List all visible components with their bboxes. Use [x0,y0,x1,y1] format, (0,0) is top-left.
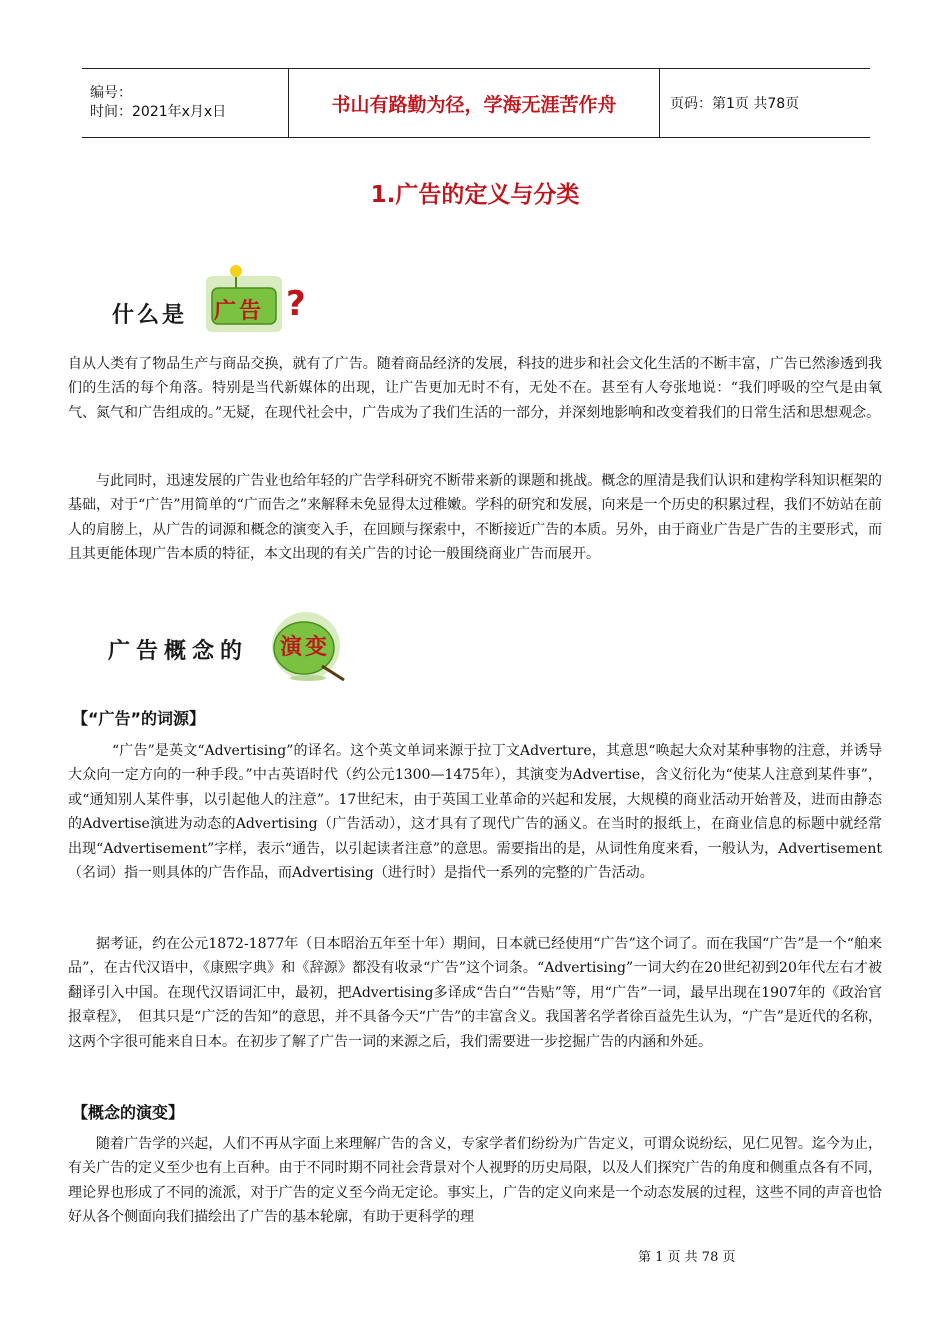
banner2-text-a: 广告概念的 [108,639,249,664]
header-time: 时间：2021年x月x日 [90,104,227,120]
concept-evolution-banner [108,606,358,684]
intro-paragraph-1: 自从人类有了物品生产与商品交换，就有了广告。随着商品经济的发展，科技的进步和社会文化生活的不断丰富，广告已然渗透到我们的生活的每个角落。特别是当代新媒体的出现，让广告更加无时不有，无处不在。甚至有人夸张地说：“我们呼吸的空气是由氧气、氮气和广告组成的。”无疑，在现代社会中，广告成为了我们生活的一部分，并深刻地影响和改变着我们的日常生活和思想观念。 [68,356,882,421]
banner2-text-b: 演变 [280,635,331,660]
section-heading-evolution: 【概念的演变】 [72,1103,185,1122]
header-page-info: 页码：第1页 共78页 [670,96,800,112]
page-footer: 第 1 页 共 78 页 [638,1250,736,1265]
page-header [82,68,870,138]
banner1-text-a: 什么是 [112,303,188,328]
intro-paragraph-2: 与此同时，迅速发展的广告业也给年轻的广告学科研究不断带来新的课题和挑战。概念的厘清是我们认识和建构学科知识框架的基础，对于“广告”用简单的“广而告之”来解释未免显得太过稚嫩。学科的研究和发展，向来是一个历史的积累过程，我们不妨站在前人的肩膀上，从广告的词源和概念的演变入手，在回顾与探索中，不断接近广告的本质。另外，由于商业广告是广告的主要形式，而且其更能体现广告本质的特征，本文出现的有关广告的讨论一般围绕商业广告而展开。 [68,473,882,563]
section-heading-etymology: 【“广告”的词源】 [72,709,206,728]
etymology-paragraph-2: 据考证，约在公元1872-1877年（日本昭治五年至十年）期间，日本就已经使用“广告”这个词了。而在我国“广告”是一个“舶来品”，在古代汉语中，《康熙字典》和《辞源》都没有收录“广告”这个词条。“Advertising”一词大约在20世纪初到20年代左右才被翻译引入中国。在现代汉语词汇中，最初，把Advertising多译成“告白”“告贴”等，用“广告”一词，最早出现在1907年的《政治官报章程》， 但其只是“广泛的告知”的意思，并不具备今天“广告”的丰富含义。我国著名学者徐百益先生认为，“广告”是近代的名称，这两个字很可能来自日本。在初步了解了广告一词的来源之后，我们需要进一步挖掘广告的内涵和外延。 [68,936,882,1050]
banner1-text-b: 广告 [214,299,265,324]
header-motto: 书山有路勤为径，学海无涯苦作舟 [288,69,660,137]
question-mark-icon: ? [286,284,309,324]
header-number: 编号： [90,85,132,101]
what-is-ad-banner [108,258,318,338]
document-title: 1.广告的定义与分类 [370,182,580,208]
etymology-paragraph-1: “广告”是英文“Advertising”的译名。这个英文单词来源于拉丁文Adverture，其意思“唤起大众对某种事物的注意，并诱导大众向一定方向的一种手段。”中古英语时代（约公元1300—1475年），其演变为Advertise，含义衍化为“使某人注意到某件事”，或“通知别人某件事，以引起他人的注意”。17世纪末，由于英国工业革命的兴起和发展，大规模的商业活动开始普及，进而由静态的Advertise演进为动态的Advertising（广告活动），这才具有了现代广告的涵义。在当时的报纸上，在商业信息的标题中就经常出现“Advertisement”字样，表示“通告，以引起读者注意”的意思。需要指出的是，从词性角度来看，一般认为，Advertisement（名词）指一则具体的广告作品，而Advertising（进行时）是指代一系列的完整的广告活动。 [68,743,882,882]
header-meta [82,69,288,137]
flower-icon [230,265,242,277]
evolution-paragraph-1: 随着广告学的兴起，人们不再从字面上来理解广告的含义，专家学者们纷纷为广告定义，可谓众说纷纭，见仁见智。迄今为止，有关广告的定义至少也有上百种。由于不同时期不同社会背景对个人视野的历史局限，以及人们探究广告的角度和侧重点各有不同，理论界也形成了不同的流派，对于广告的定义至今尚无定论。事实上，广告的定义向来是一个动态发展的过程，这些不同的声音也恰好从各个侧面向我们描绘出了广告的基本轮廓，有助于更科学的理 [68,1136,882,1226]
